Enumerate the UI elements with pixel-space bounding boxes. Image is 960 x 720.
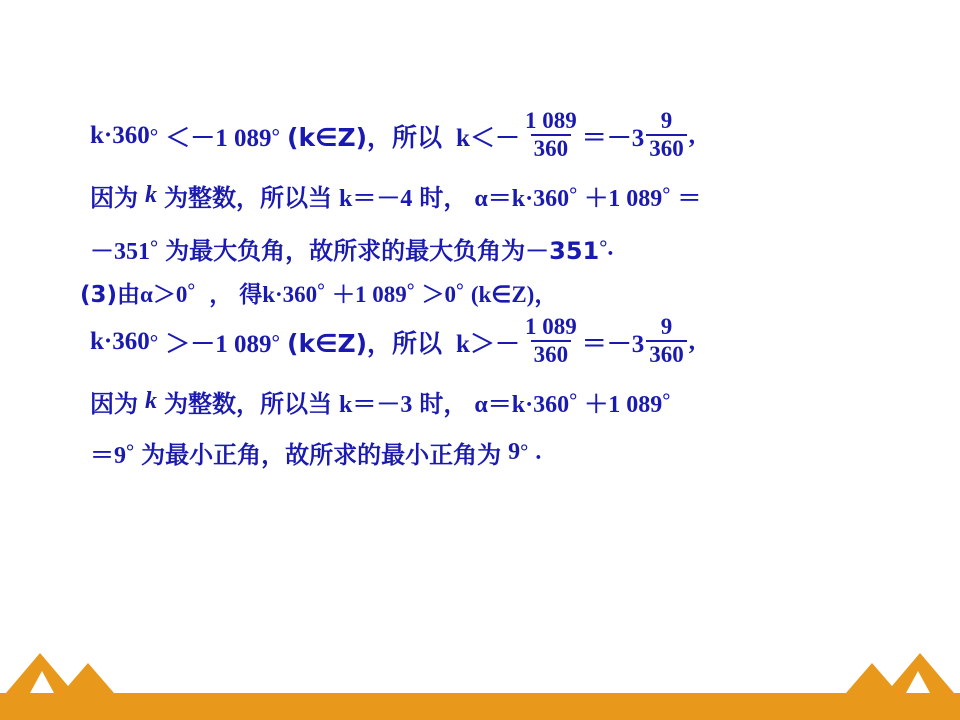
line1-fraction-1-denominator: 360 — [531, 134, 572, 161]
line1-result-prefix: k＜－ — [456, 125, 520, 152]
line2-when-text: 时， — [419, 183, 468, 212]
line2-alpha-expr: α＝k·360 — [474, 185, 570, 212]
line6-because: 因为 — [90, 389, 138, 418]
line5-term-k360: k·360 — [90, 328, 150, 355]
line1-fraction-1 — [522, 109, 580, 161]
line4-alpha-cond: α＞0 — [140, 281, 188, 307]
line4-plus-term: ＋1 089 — [331, 281, 407, 307]
equation-line-6: 因为 k 为整数，所以当 k＝－3 时， α＝k·360 ° ＋1 089 ° — [90, 373, 900, 429]
line1-comma: , — [688, 122, 695, 149]
line5-fraction-1-numerator: 1 089 — [524, 313, 577, 339]
line4-step-label: (3)由 — [80, 281, 141, 308]
line2-because: 因为 — [90, 183, 138, 212]
line1-equals: ＝－3 — [581, 125, 645, 152]
line1-fraction-2-denominator: 360 — [646, 134, 687, 161]
line3-conclusion-text: 为最大负角，故所求的最大负角为－351 — [165, 236, 600, 265]
equation-line-4: (3)由 α＞0 ° ， 得k·360 ° ＋1 089 ° ＞0 ° (k∈Z)， — [80, 273, 900, 311]
line1-term-k360: k·360 — [90, 122, 150, 149]
line5-fraction-2-denominator: 360 — [646, 340, 687, 367]
equation-line-7: ＝9 ° 为最小正角，故所求的最小正角为 9 ° . — [90, 429, 900, 475]
line2-integer-text: 为整数，所以当 — [164, 183, 332, 212]
line1-fraction-1-numerator: 1 089 — [524, 107, 577, 133]
line4-gt-zero: ＞0 — [421, 281, 457, 307]
line5-fraction-1-denominator: 360 — [531, 340, 572, 367]
line6-plus-term: ＋1 089 — [584, 391, 663, 418]
line7-result: ＝9 — [90, 442, 126, 469]
line6-when-text: 时， — [419, 389, 468, 418]
equation-line-5: k·360 ° ＞－1 089 ° (k∈Z)，所以 k＞－ $\frac{1 089}{360}$ ＝－3 $\frac{9}{360}$ , — [90, 313, 695, 367]
line3-period: . — [607, 234, 614, 261]
line5-fraction-2-numerator: 9 — [660, 313, 673, 339]
line1-inequality-rhs: ＜－1 089 — [165, 125, 272, 152]
decorative-footer-band — [0, 696, 960, 720]
line5-condition: (k∈Z)，所以 — [287, 329, 443, 358]
decorative-triangle-left-inner — [62, 663, 114, 693]
decorative-notch-right — [906, 671, 930, 693]
line5-inequality-rhs: ＞－1 089 — [165, 331, 272, 358]
line5-fraction-2 — [646, 315, 687, 367]
line2-plus-term: ＋1 089 — [584, 185, 663, 212]
decorative-triangle-right-inner — [846, 663, 898, 693]
line6-k-value: k＝－3 — [339, 391, 413, 418]
equation-line-3: －351 ° 为最大负角，故所求的最大负角为－351 ° . — [90, 223, 900, 273]
line2-equals: ＝ — [677, 185, 702, 212]
line2-k-value: k＝－4 — [339, 185, 413, 212]
line6-alpha-expr: α＝k·360 — [474, 391, 570, 418]
line5-comma: , — [688, 328, 695, 355]
line6-variable-k: k — [145, 387, 157, 414]
line2-variable-k: k — [145, 181, 157, 208]
line7-period: . — [535, 438, 542, 465]
line1-fraction-2 — [646, 109, 687, 161]
line4-comma-1: ， — [209, 281, 233, 308]
line5-equals: ＝－3 — [581, 331, 645, 358]
line5-fraction-1 — [522, 315, 580, 367]
line3-value: －351 — [90, 238, 150, 265]
math-solution-body — [80, 105, 900, 475]
equation-line-1: k·360 ° ＜－1 089 ° (k∈Z)，所以 k＜－ $\frac{1 089}{360}$ ＝－3 $\frac{9}{360}$ , — [90, 107, 695, 161]
line1-fraction-2-numerator: 9 — [660, 107, 673, 133]
line5-result-prefix: k＞－ — [456, 331, 520, 358]
line6-integer-text: 为整数，所以当 — [164, 389, 332, 418]
line4-k-condition: (k∈Z)， — [470, 281, 558, 307]
line7-final-value: 9 — [508, 438, 521, 465]
line7-conclusion-text: 为最小正角，故所求的最小正角为 — [141, 440, 502, 469]
line1-condition: (k∈Z)，所以 — [287, 123, 443, 152]
decorative-notch-left — [30, 671, 54, 693]
equation-line-2: 因为 k 为整数，所以当 k＝－4 时， α＝k·360 ° ＋1 089 ° ＝ — [90, 167, 900, 223]
line4-derive-term: 得k·360 — [239, 281, 318, 307]
